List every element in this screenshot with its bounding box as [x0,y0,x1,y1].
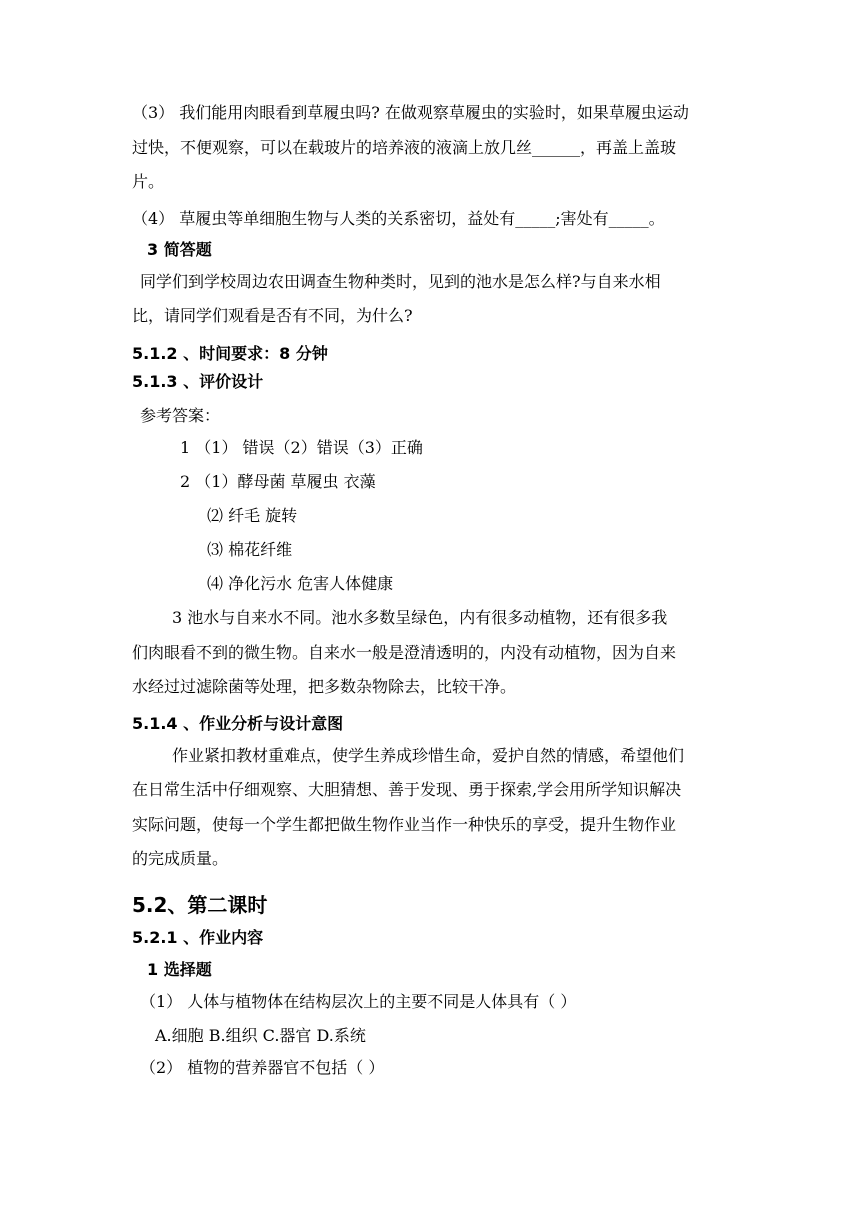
answer-2-1: 2 （1）酵母菌 草履虫 衣藻 [180,472,376,491]
question-3-line-3: 片。 [132,172,165,191]
answer-2-3: ⑶ 棉花纤维 [207,540,293,559]
heading-5-1-4: 5.1.4 、作业分析与设计意图 [132,714,344,733]
short-answer-line-1: 同学们到学校周边农田调查生物种类时，见到的池水是怎么样?与自来水相 [140,272,661,291]
mc-question-1-options: A.细胞 B.组织 C.器官 D.系统 [155,1026,366,1045]
answer-1: 1 （1） 错误（2）错误（3）正确 [180,438,423,457]
section-multiple-choice-heading: 1 选择题 [147,960,212,979]
analysis-line-3: 实际问题，使每一个学生都把做生物作业当作一种快乐的享受，提升生物作业 [132,815,677,834]
heading-5-1-3: 5.1.3 、评价设计 [132,372,264,391]
short-answer-line-2: 比，请同学们观看是否有不同，为什么? [132,306,413,325]
question-4-line: （4） 草履虫等单细胞生物与人类的关系密切，益处有_____;害处有_____。 [132,209,665,228]
answer-3-line-3: 水经过过滤除菌等处理，把多数杂物除去，比较干净。 [132,677,517,696]
question-3-line-2: 过快，不便观察，可以在载玻片的培养液的液滴上放几丝______，再盖上盖玻 [132,138,677,157]
answer-2-4: ⑷ 净化污水 危害人体健康 [207,574,394,593]
reference-answer-label: 参考答案： [140,406,221,425]
analysis-line-1: 作业紧扣教材重难点，使学生养成珍惜生命，爱护自然的情感，希望他们 [172,746,685,765]
heading-5-2: 5.2、第二课时 [132,893,268,917]
mc-question-2: （2） 植物的营养器官不包括（ ） [140,1058,385,1077]
analysis-line-2: 在日常生活中仔细观察、大胆猜想、善于发现、勇于探索,学会用所学知识解决 [132,780,682,799]
heading-5-2-1: 5.2.1 、作业内容 [132,928,264,947]
mc-question-1: （1） 人体与植物体在结构层次上的主要不同是人体具有（ ） [140,992,577,1011]
question-3-line-1: （3） 我们能用肉眼看到草履虫吗? 在做观察草履虫的实验时，如果草履虫运动 [132,103,689,122]
heading-5-1-2: 5.1.2 、时间要求：8 分钟 [132,344,328,363]
answer-3-line-1: 3 池水与自来水不同。池水多数呈绿色，内有很多动植物，还有很多我 [172,608,668,627]
answer-2-2: ⑵ 纤毛 旋转 [207,506,298,525]
analysis-line-4: 的完成质量。 [132,849,229,868]
section-short-answer-heading: 3 简答题 [147,240,212,259]
answer-3-line-2: 们肉眼看不到的微生物。自来水一般是澄清透明的，内没有动植物，因为自来 [132,643,677,662]
